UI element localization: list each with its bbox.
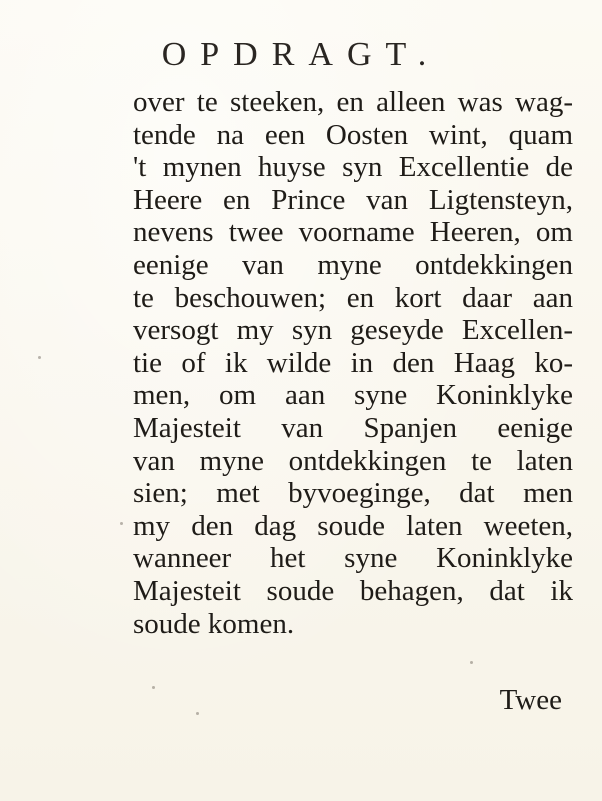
text-line: eenige van myne ontdekkingen [133,248,573,281]
text-line: soude komen. [133,607,295,640]
paper-speck [470,661,473,664]
paper-speck [152,686,155,689]
running-head: OPDRAGT. [161,36,441,73]
paper-speck [120,522,123,525]
body-text [133,86,573,640]
text-line: wanneer het syne Koninklyke [133,542,573,575]
text-line: my den dag soude laten weeten, [133,509,573,542]
text-line: Majesteit van Spanjen eenige [133,411,573,444]
text-line: nevens twee voorname Heeren, om [133,216,573,249]
text-line: van myne ontdekkingen te laten [133,444,573,477]
text-line: Majesteit soude behagen, dat ik [133,574,573,607]
text-line: sien; met byvoeginge, dat men [133,477,573,510]
text-line: 't mynen huyse syn Excellentie de [133,151,573,184]
paper-speck [196,712,199,715]
text-line: men, om aan syne Koninklyke [133,379,573,412]
text-line: over te steeken, en alleen was wag- [133,86,573,118]
text-line: tende na een Oosten wint, quam [133,118,573,151]
text-line: tie of ik wilde in den Haag ko- [133,346,573,379]
text-line: Heere en Prince van Ligtensteyn, [133,183,573,216]
paper-speck [38,356,41,359]
text-line: te beschouwen; en kort daar aan [133,281,573,314]
text-line: versogt my syn geseyde Excellen- [133,314,573,347]
catchword: Twee [499,684,562,716]
